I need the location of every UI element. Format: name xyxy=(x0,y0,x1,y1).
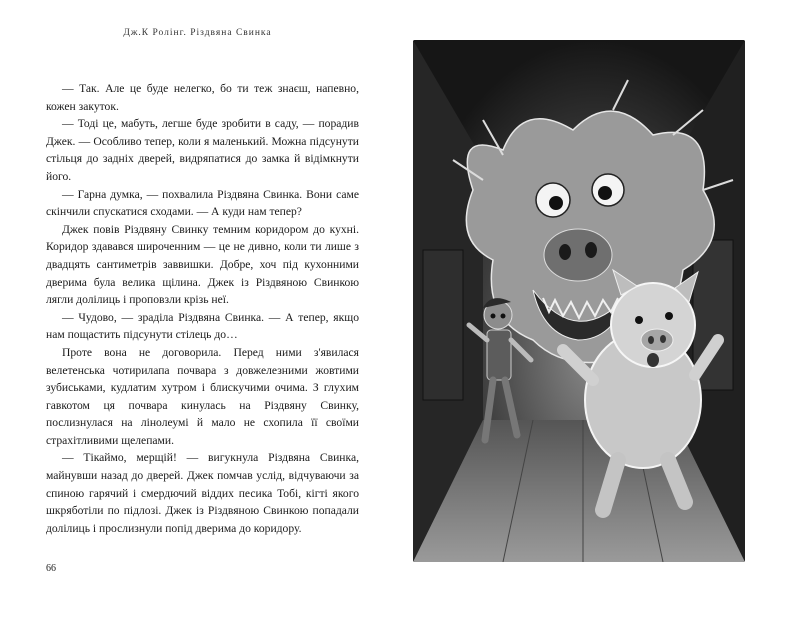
paragraph: — Гарна думка, — похвалила Різдвяна Свинка. Вони саме скінчили спускатися сходами. — А куди нам тепер? xyxy=(46,187,359,219)
paragraph: Проте вона не договорила. Перед ними з'явилася велетенська чотирилапа почвара з довжелезними жовтими зубиськами, кудлатим хутром і блискучими очима. З глухим гавкотом ця почвара кинулась на Різдвяну Свинку, послизнулася на лінолеумі й мало не схопила її своїми страхітливими щелепами. xyxy=(46,345,359,447)
door-frame xyxy=(423,250,463,400)
left-page xyxy=(0,0,395,618)
paragraph: — Тікаймо, мерщій! — вигукнула Різдвяна Свинка, майнувши назад до дверей. Джек помчав услід, відчуваючи за спиною гарячий і смердючий віддих песика Тобі, кігті якого шкряботіли по підлозі. Джек із Різдвяною Свинкою попадали долілиць і прослизнули попід дверима до коридору. xyxy=(46,451,359,535)
paragraph: Джек повів Різдвяну Свинку темним коридором до кухні. Коридор здавався широченним — це не дивно, коли ти лише з двадцять сантиметрів заввишки. Добре, хоч під кухонними дверима була велика щілина. Джек із Різдвяною Свинкою лягли долілиць і проповзли крізь неї. xyxy=(46,222,359,307)
dog-snout xyxy=(544,229,612,281)
right-page xyxy=(395,0,791,618)
paragraph: — Так. Але це буде нелегко, бо ти теж знаєш, напевно, кожен закуток. xyxy=(46,82,359,113)
body-text xyxy=(46,80,359,537)
running-head: Дж.К Ролінг. Різдвяна Свинка xyxy=(123,28,272,38)
illustration-drawing xyxy=(413,40,745,562)
paragraph: — Тоді це, мабуть, легше буде зробити в саду, — порадив Джек. — Особливо тепер, коли я маленький. Можна підсунути стільця до задніх дверей, видряпатися до замка й відімкнути його. xyxy=(46,117,359,183)
paragraph: — Чудово, — зраділа Різдвяна Свинка. — А тепер, якщо нам пощастить підсунути стілець до… xyxy=(46,310,359,342)
page-number: 66 xyxy=(46,563,56,574)
illustration xyxy=(413,40,745,562)
